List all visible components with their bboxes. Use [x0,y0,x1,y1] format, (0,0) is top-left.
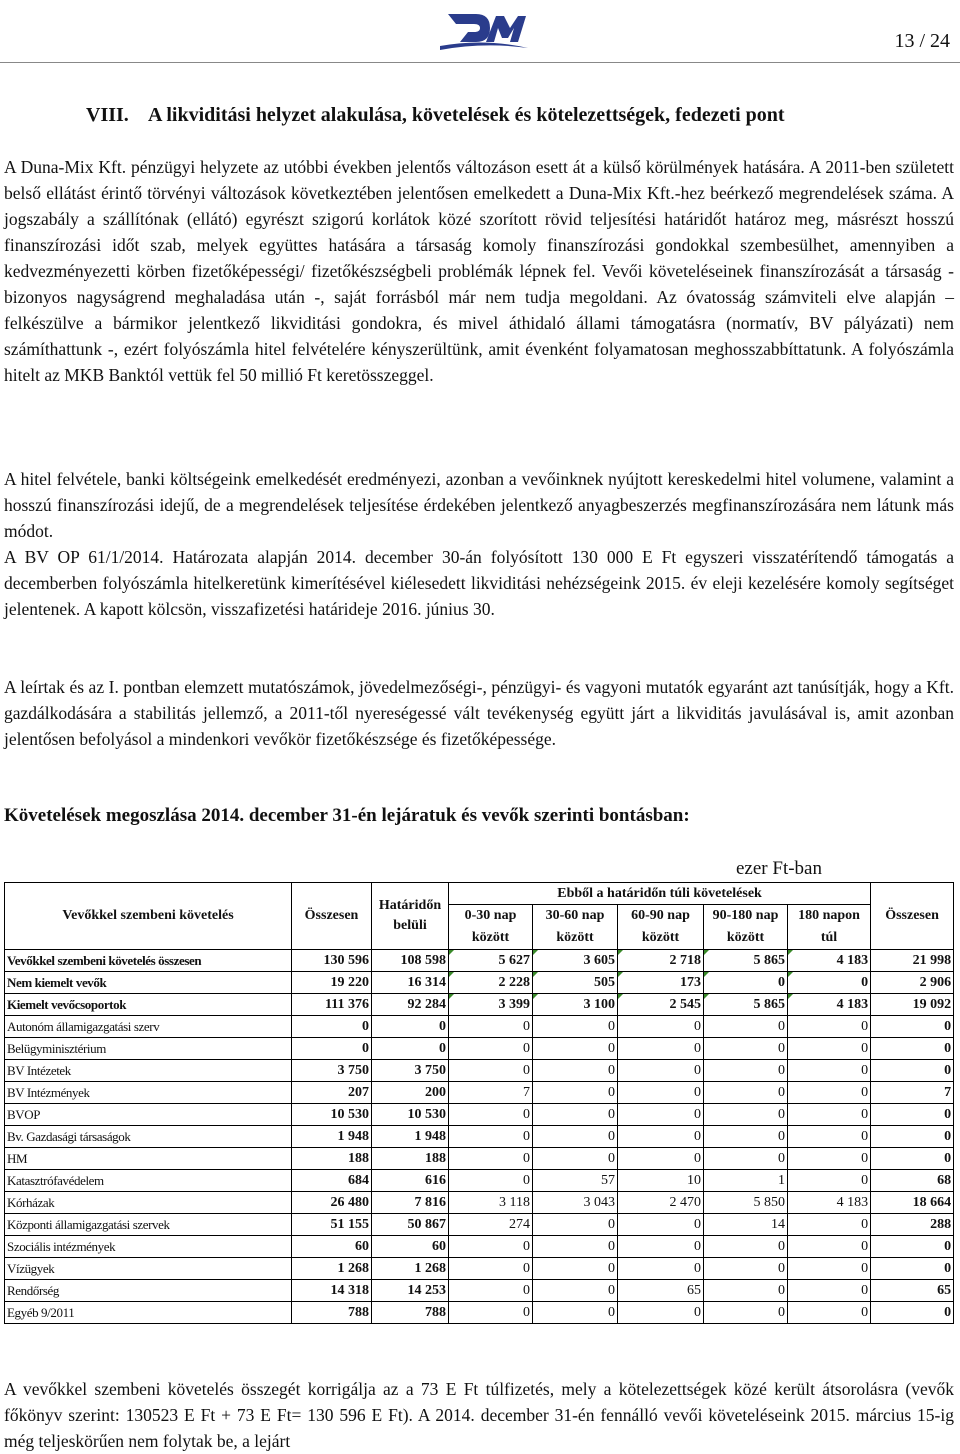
row-value: 0 [871,1302,954,1324]
row-label: Katasztrófavédelem [5,1170,292,1192]
row-value: 3 043 [533,1192,618,1214]
row-value: 0 [449,1170,533,1192]
row-value: 60 [292,1236,372,1258]
row-value: 3 605 [533,950,618,972]
row-value: 0 [618,1302,704,1324]
row-value: 3 118 [449,1192,533,1214]
row-value: 10 530 [372,1104,449,1126]
row-value: 0 [618,1126,704,1148]
row-value: 0 [871,1104,954,1126]
table-row [5,1126,954,1148]
row-value: 4 183 [788,950,871,972]
row-value: 0 [449,1016,533,1038]
paragraph-summary: A leírtak és az I. pontban elemzett mutatószámok, jövedelmezőségi-, pénzügyi- és vagyoni mutatók egyaránt azt tanúsítják, hogy a Kft. gazdálkodására a stabilitás jellemző, a 2011-től nyereségessé vált tevékenység együtt járt a likviditás javulásával is, amit azonban jelentősen befolyásol a mindenkori vevőkör fizetőkészsége és fizetőképessége. [4,677,954,749]
page-number: 13 / 24 [894,30,950,52]
paragraph-credit-text: A hitel felvétele, banki költségeink emelkedését eredményezi, azonban a vevőinknek nyújtott kereskedelmi hitel volumene, valamint a hosszú finanszírozási idejű, de a megrendelések teljesítése érdekében jelentkező anyagbeszerzés megfinanszírozására nem látunk más módot. [4,469,954,541]
header-60-90: 60-90 nap között [618,905,704,950]
row-value: 0 [618,1038,704,1060]
row-value: 2 228 [449,972,533,994]
row-value: 0 [618,1104,704,1126]
row-value: 0 [788,1170,871,1192]
row-value: 1 948 [292,1126,372,1148]
row-value: 21 998 [871,950,954,972]
row-value: 0 [788,1148,871,1170]
row-value: 0 [533,1038,618,1060]
row-value: 0 [533,1082,618,1104]
row-value: 0 [533,1016,618,1038]
row-value: 0 [449,1060,533,1082]
row-value: 10 530 [292,1104,372,1126]
row-label: Nem kiemelt vevők [5,972,292,994]
row-value: 7 [871,1082,954,1104]
row-value: 65 [618,1280,704,1302]
header-total: Összesen [292,883,372,950]
row-value: 0 [704,1104,788,1126]
row-value: 200 [372,1082,449,1104]
page-header [0,0,960,60]
header-0-30: 0-30 nap között [449,905,533,950]
row-value: 0 [788,972,871,994]
paragraph-credit [4,466,954,622]
row-value: 7 [449,1082,533,1104]
section-number: VIII. [86,104,129,126]
paragraph-liquidity: A Duna-Mix Kft. pénzügyi helyzete az utóbbi években jelentős változáson esett át a külső körülmények hatására. A 2011-ben született belső ellátást érintő törvényi változások következtében jelentősen emelkedett a Duna-Mix Kft.-hez beérkező megrendelések száma. A jogszabály a szállítónak (ellátó) egyrészt szigorú korlátok közé szorított rövid teljesítési határidőt határoz meg, másrészt hosszú finanszírozási időt szab, melyek együttes hatására a társaság komoly finanszírozási gondokkal szembesülhet, amennyiben a kedvezményezetti körben fizetőképességi/ fizetőkészségbeli problémák lépnek fel. Vevői követeléseinek finanszírozását a társaság - bizonyos nagyságrend meghaladása után -, saját forrásból már nem tudja megoldani. Az óvatosság számviteli elve alapján – felkészülve a bármikor jelentkező likviditási gondokra, és mivel áthidaló állami támogatásra (normatív, BV pályázati) nem számíthattunk -, ezért folyószámla hitel felvételére kényszerültünk, amit évenként folyamatosan meghosszabbíttatunk. A folyószámla hitelt az MKB Banktól vettük fel 50 millió Ft keretösszeggel. [4,157,954,385]
row-value: 3 750 [372,1060,449,1082]
row-value: 0 [618,1214,704,1236]
table-row [5,1148,954,1170]
row-value: 0 [871,1148,954,1170]
row-value: 0 [704,1060,788,1082]
row-value: 92 284 [372,994,449,1016]
row-value: 3 399 [449,994,533,1016]
row-value: 0 [704,1016,788,1038]
row-value: 0 [704,1258,788,1280]
row-value: 5 627 [449,950,533,972]
row-label: Egyéb 9/2011 [5,1302,292,1324]
row-value: 788 [292,1302,372,1324]
row-label: Rendőrség [5,1280,292,1302]
row-value: 0 [704,1038,788,1060]
row-value: 57 [533,1170,618,1192]
row-value: 19 092 [871,994,954,1016]
row-value: 0 [533,1104,618,1126]
row-value: 19 220 [292,972,372,994]
row-value: 0 [449,1126,533,1148]
row-value: 0 [704,1280,788,1302]
row-value: 0 [533,1280,618,1302]
row-value: 0 [871,1038,954,1060]
row-value: 0 [292,1016,372,1038]
row-value: 10 [618,1170,704,1192]
row-value: 0 [449,1104,533,1126]
row-value: 0 [704,1126,788,1148]
row-value: 5 850 [704,1192,788,1214]
row-value: 0 [871,1126,954,1148]
table-row [5,1104,954,1126]
row-value: 0 [788,1060,871,1082]
row-value: 60 [372,1236,449,1258]
row-value: 0 [788,1236,871,1258]
section-title: A likviditási helyzet alakulása, követelések és kötelezettségek, fedezeti pont [148,104,785,126]
row-value: 0 [704,1236,788,1258]
table-row [5,950,954,972]
row-value: 0 [533,1148,618,1170]
row-value: 26 480 [292,1192,372,1214]
row-value: 0 [533,1302,618,1324]
row-label: HM [5,1148,292,1170]
row-value: 0 [618,1236,704,1258]
header-divider [0,62,960,63]
row-value: 0 [704,1082,788,1104]
row-value: 0 [618,1148,704,1170]
table-row [5,1214,954,1236]
row-value: 4 183 [788,1192,871,1214]
row-value: 0 [788,1016,871,1038]
row-label: BVOP [5,1104,292,1126]
row-value: 0 [788,1302,871,1324]
row-label: Belügyminisztérium [5,1038,292,1060]
table-row [5,1082,954,1104]
row-value: 18 664 [871,1192,954,1214]
row-value: 130 596 [292,950,372,972]
paragraph-support-text: A BV OP 61/1/2014. Határozata alapján 2014. december 30-án folyósított 130 000 E Ft egyszeri visszatérítendő támogatás a decemberben folyószámla hitelkeretünk kimerítésével kiélesedett likviditási nehézségeink 2015. év eleji kezelésére komoly segítséget jelentenek. A kapott kölcsön, visszafizetési határideje 2016. június 30. [4,547,954,619]
row-label: Autonóm államigazgatási szerv [5,1016,292,1038]
row-value: 2 718 [618,950,704,972]
row-value: 65 [871,1280,954,1302]
table-row [5,1302,954,1324]
row-value: 0 [618,1016,704,1038]
table-row [5,1192,954,1214]
row-value: 0 [788,1104,871,1126]
header-30-60: 30-60 nap között [533,905,618,950]
row-value: 188 [292,1148,372,1170]
row-value: 3 100 [533,994,618,1016]
row-value: 1 268 [292,1258,372,1280]
row-value: 111 376 [292,994,372,1016]
row-value: 2 470 [618,1192,704,1214]
row-value: 288 [871,1214,954,1236]
section-heading [86,104,785,127]
row-value: 0 [871,1060,954,1082]
row-value: 108 598 [372,950,449,972]
row-value: 5 865 [704,950,788,972]
paragraph-correction: A vevőkkel szembeni követelés összegét korrigálja az a 73 E Ft túlfizetés, mely a kötelezettségek közé került átsorolásra (vevők főkönyv szerint: 130523 E Ft + 73 E Ft= 130 596 E Ft). A 2014. december 31-én fennálló vevői követeléseink 2015. március 15-ig még teljeskörűen nem folytak be, a lejárt [4,1379,954,1451]
row-value: 50 867 [372,1214,449,1236]
row-value: 14 [704,1214,788,1236]
header-overdue-total: Összesen [871,883,954,950]
table-row [5,1236,954,1258]
company-logo [438,8,530,52]
row-value: 0 [788,1082,871,1104]
receivables-table [4,882,954,1324]
row-value: 505 [533,972,618,994]
row-value: 0 [618,1082,704,1104]
row-value: 1 948 [372,1126,449,1148]
table-row [5,1170,954,1192]
row-label: Vízügyek [5,1258,292,1280]
row-value: 788 [372,1302,449,1324]
header-receivable: Vevőkkel szembeni követelés [5,883,292,950]
row-value: 51 155 [292,1214,372,1236]
row-label: Központi államigazgatási szervek [5,1214,292,1236]
row-label: Szociális intézmények [5,1236,292,1258]
row-label: Vevőkkel szembeni követelés összesen [5,950,292,972]
row-value: 0 [871,1016,954,1038]
row-value: 0 [372,1038,449,1060]
row-value: 0 [533,1126,618,1148]
row-value: 0 [704,972,788,994]
row-value: 0 [449,1280,533,1302]
row-value: 1 268 [372,1258,449,1280]
table-row [5,1258,954,1280]
row-value: 0 [871,1236,954,1258]
row-value: 0 [533,1236,618,1258]
table-row [5,972,954,994]
row-value: 684 [292,1170,372,1192]
row-label: BV Intézetek [5,1060,292,1082]
table-row [5,1280,954,1302]
row-value: 0 [292,1038,372,1060]
row-value: 3 750 [292,1060,372,1082]
table-row [5,1016,954,1038]
header-within-deadline: Határidőn belüli [372,883,449,950]
row-value: 0 [372,1016,449,1038]
row-value: 68 [871,1170,954,1192]
row-value: 0 [788,1038,871,1060]
row-value: 274 [449,1214,533,1236]
row-value: 188 [372,1148,449,1170]
row-value: 14 318 [292,1280,372,1302]
row-value: 0 [788,1258,871,1280]
table-row [5,994,954,1016]
row-value: 0 [449,1302,533,1324]
row-value: 0 [449,1148,533,1170]
row-value: 2 906 [871,972,954,994]
row-value: 0 [788,1280,871,1302]
row-value: 0 [871,1258,954,1280]
row-value: 0 [788,1126,871,1148]
row-value: 2 545 [618,994,704,1016]
row-value: 0 [788,1214,871,1236]
row-value: 14 253 [372,1280,449,1302]
row-label: Kórházak [5,1192,292,1214]
row-value: 0 [618,1258,704,1280]
table-unit-label: ezer Ft-ban [736,858,822,879]
row-value: 0 [449,1038,533,1060]
table-subtitle: Követelések megoszlása 2014. december 31-én lejáratuk és vevők szerinti bontásban: [4,805,690,826]
row-value: 0 [449,1236,533,1258]
row-value: 0 [533,1060,618,1082]
table-row [5,1060,954,1082]
row-value: 16 314 [372,972,449,994]
header-overdue-group: Ebből a határidőn túli követelések [449,883,871,905]
row-value: 0 [533,1214,618,1236]
row-value: 0 [704,1302,788,1324]
row-value: 0 [704,1148,788,1170]
row-value: 0 [533,1258,618,1280]
table-row [5,1038,954,1060]
row-value: 4 183 [788,994,871,1016]
row-value: 207 [292,1082,372,1104]
row-value: 0 [449,1258,533,1280]
row-label: BV Intézmények [5,1082,292,1104]
header-180-plus: 180 napon túl [788,905,871,950]
row-value: 0 [618,1060,704,1082]
row-value: 7 816 [372,1192,449,1214]
row-value: 1 [704,1170,788,1192]
header-90-180: 90-180 nap között [704,905,788,950]
row-label: Kiemelt vevőcsoportok [5,994,292,1016]
row-value: 616 [372,1170,449,1192]
row-label: Bv. Gazdasági társaságok [5,1126,292,1148]
row-value: 5 865 [704,994,788,1016]
row-value: 173 [618,972,704,994]
